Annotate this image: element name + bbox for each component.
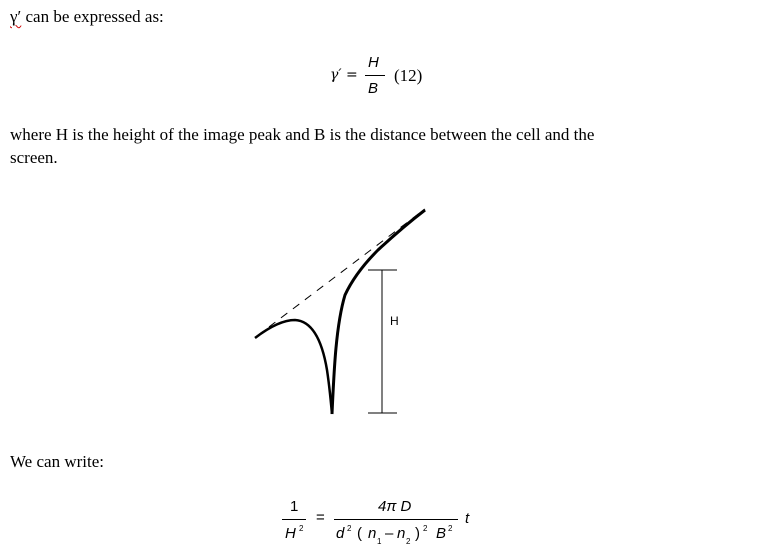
eq12-denominator: B bbox=[368, 80, 379, 97]
height-label: H bbox=[390, 314, 399, 328]
eq2-den-H-exponent: 2 bbox=[299, 524, 304, 533]
eq2-den-n1-subscript: 1 bbox=[377, 537, 382, 546]
eq2-fraction-bar-left bbox=[282, 519, 306, 520]
eq2-fraction-bar-right bbox=[334, 519, 458, 520]
peak-curve-right bbox=[332, 210, 425, 414]
we-can-write-text: We can write: bbox=[10, 452, 104, 471]
eq2-den-B-exponent: 2 bbox=[448, 524, 453, 533]
peak-curve-left bbox=[255, 320, 332, 414]
intro-text: can be expressed as: bbox=[25, 7, 164, 26]
eq12-lhs: γ′ = bbox=[330, 67, 358, 83]
eq2-den-B: B bbox=[436, 525, 447, 542]
eq2-den-n2-subscript: 2 bbox=[406, 537, 411, 546]
eq2-den-d-exponent: 2 bbox=[347, 524, 352, 533]
eq2-t: t bbox=[465, 510, 470, 527]
eq2-equals: = bbox=[316, 509, 325, 526]
eq2-den-n1: n bbox=[368, 525, 377, 542]
eq2-numerator-2: 4π D bbox=[378, 498, 412, 515]
eq12-number: (12) bbox=[394, 66, 423, 85]
eq2-den-paren-exponent: 2 bbox=[423, 524, 428, 533]
eq2-den-minus: – bbox=[385, 525, 394, 542]
eq2-den-open-paren: ( bbox=[357, 525, 362, 542]
eq2-den-H: H bbox=[285, 525, 296, 542]
gamma-prime-symbol: γ′ bbox=[10, 7, 22, 26]
eq2-den-d: d bbox=[336, 525, 345, 542]
eq12-numerator: H bbox=[368, 54, 379, 71]
paragraph-line-1: where H is the height of the image peak and B is the distance between the cell and the bbox=[10, 125, 595, 144]
paragraph-line-2: screen. bbox=[10, 148, 58, 167]
eq2-numerator-1: 1 bbox=[290, 498, 299, 515]
eq2-den-n2: n bbox=[397, 525, 406, 542]
eq2-den-close-paren: ) bbox=[415, 525, 420, 542]
